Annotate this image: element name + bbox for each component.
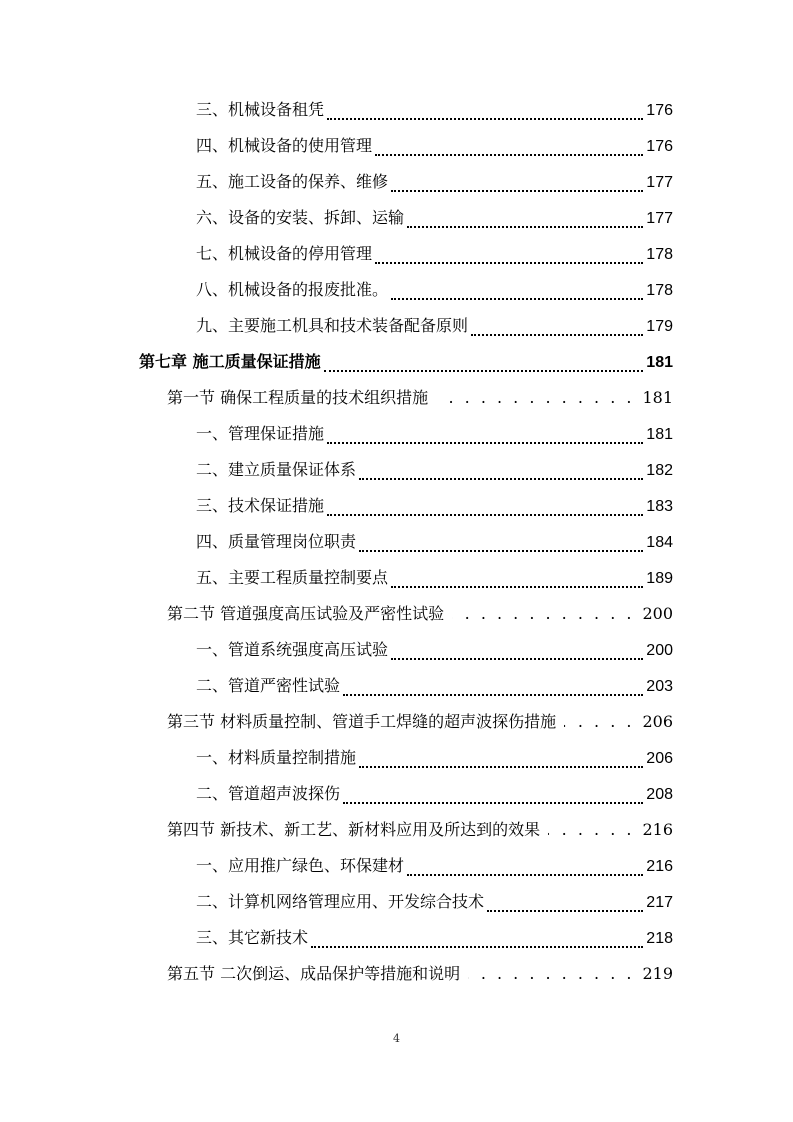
toc-leader-dots — [327, 514, 643, 516]
toc-entry-title: 四、质量管理岗位职责 — [196, 532, 357, 551]
toc-entry-page: 177 — [646, 210, 673, 227]
toc-entry-title: 六、设备的安装、拆卸、运输 — [196, 208, 405, 227]
toc-entry-page: 189 — [646, 570, 673, 587]
toc-entry-page: 206 — [646, 750, 673, 767]
toc-entry[interactable] — [196, 452, 673, 488]
toc-entry[interactable] — [196, 632, 673, 668]
toc-entry-page: 217 — [646, 894, 673, 911]
toc-entry-page: 184 — [646, 534, 673, 551]
toc-entry-title: 一、管道系统强度高压试验 — [196, 640, 389, 659]
toc-entry[interactable] — [196, 668, 673, 704]
toc-leader-dots — [564, 704, 634, 740]
toc-leader-dots — [359, 478, 643, 480]
toc-entry-title: 八、机械设备的报废批准。 — [196, 280, 389, 299]
toc-leader-dots — [375, 154, 643, 156]
toc-entry-title: 第四节 新技术、新工艺、新材料应用及所达到的效果 — [167, 820, 541, 839]
toc-entry-title: 三、机械设备租凭 — [196, 100, 325, 119]
toc-entry-page: 176 — [646, 138, 673, 155]
toc-entry-page: 182 — [646, 462, 673, 479]
toc-entry-page: 216 — [642, 820, 673, 839]
toc-leader-dots — [343, 694, 643, 696]
toc-entry-page: 206 — [642, 712, 673, 731]
toc-entry-title: 五、主要工程质量控制要点 — [196, 568, 389, 587]
toc-entry[interactable] — [196, 92, 673, 128]
toc-entry[interactable] — [196, 164, 673, 200]
toc-entry[interactable] — [196, 524, 673, 560]
toc-entry-title: 第五节 二次倒运、成品保护等措施和说明 — [167, 964, 461, 983]
toc-entry-title: 四、机械设备的使用管理 — [196, 136, 373, 155]
toc-leader-dots — [407, 226, 643, 228]
toc-entry-page: 183 — [646, 498, 673, 515]
toc-entry[interactable] — [196, 560, 673, 596]
toc-entry-title: 第一节 确保工程质量的技术组织措施 — [167, 388, 429, 407]
toc-entry[interactable] — [196, 200, 673, 236]
toc-entry[interactable] — [196, 272, 673, 308]
toc-entry-title: 二、管道超声波探伤 — [196, 784, 341, 803]
toc-entry-title: 五、施工设备的保养、维修 — [196, 172, 389, 191]
toc-leader-dots — [436, 380, 634, 416]
toc-leader-dots — [359, 550, 643, 552]
toc-leader-dots — [487, 910, 643, 912]
toc-section-entry[interactable] — [167, 812, 673, 848]
toc-entry[interactable] — [196, 488, 673, 524]
toc-entry[interactable] — [196, 128, 673, 164]
toc-entry-title: 二、建立质量保证体系 — [196, 460, 357, 479]
toc-entry-page: 181 — [646, 426, 673, 443]
toc-entry[interactable] — [196, 740, 673, 776]
toc-entry[interactable] — [196, 308, 673, 344]
toc-entry-title: 七、机械设备的停用管理 — [196, 244, 373, 263]
toc-chapter-entry[interactable] — [139, 344, 673, 380]
toc-entry[interactable] — [196, 236, 673, 272]
toc-leader-dots — [375, 262, 643, 264]
toc-leader-dots — [327, 118, 643, 120]
toc-entry-page: 219 — [642, 964, 673, 983]
toc-entry[interactable] — [196, 416, 673, 452]
toc-entry-page: 200 — [642, 604, 673, 623]
toc-entry-page: 181 — [646, 354, 673, 371]
toc-leader-dots — [468, 956, 634, 992]
toc-entry[interactable] — [196, 776, 673, 812]
toc-entry-page: 216 — [646, 858, 673, 875]
toc-leader-dots — [391, 586, 643, 588]
toc-entry-title: 第七章 施工质量保证措施 — [139, 352, 321, 371]
toc-entry-title: 二、管道严密性试验 — [196, 676, 341, 695]
toc-entry-page: 178 — [646, 246, 673, 263]
toc-section-entry[interactable] — [167, 704, 673, 740]
toc-entry[interactable] — [196, 848, 673, 884]
toc-entry-page: 200 — [646, 642, 673, 659]
toc-entry-title: 二、计算机网络管理应用、开发综合技术 — [196, 892, 485, 911]
toc-entry-title: 一、应用推广绿色、环保建材 — [196, 856, 405, 875]
toc-entry-page: 178 — [646, 282, 673, 299]
toc-entry-page: 179 — [646, 318, 673, 335]
toc-leader-dots — [452, 596, 634, 632]
toc-entry-title: 第二节 管道强度高压试验及严密性试验 — [167, 604, 445, 623]
toc-entry-page: 181 — [642, 388, 673, 407]
toc-leader-dots — [471, 334, 643, 336]
toc-leader-dots — [327, 442, 643, 444]
toc-entry-page: 177 — [646, 174, 673, 191]
toc-leader-dots — [407, 874, 643, 876]
toc-leader-dots — [359, 766, 643, 768]
toc-entry[interactable] — [196, 884, 673, 920]
toc-leader-dots — [391, 658, 643, 660]
toc-entry-title: 三、技术保证措施 — [196, 496, 325, 515]
toc-entry-page: 203 — [646, 678, 673, 695]
toc-entry-title: 第三节 材料质量控制、管道手工焊缝的超声波探伤措施 — [167, 712, 557, 731]
toc-leader-dots — [311, 946, 643, 948]
toc-entry-page: 218 — [646, 930, 673, 947]
toc-section-entry[interactable] — [167, 596, 673, 632]
toc-entry-title: 九、主要施工机具和技术装备配备原则 — [196, 316, 469, 335]
toc-leader-dots — [343, 802, 643, 804]
toc-section-entry[interactable] — [167, 380, 673, 416]
toc-leader-dots — [324, 370, 644, 372]
toc-section-entry[interactable] — [167, 956, 673, 992]
toc-entry[interactable] — [196, 920, 673, 956]
toc-leader-dots — [391, 190, 643, 192]
page-number: 4 — [393, 1032, 400, 1045]
toc-entry-page: 176 — [646, 102, 673, 119]
toc-leader-dots — [391, 298, 643, 300]
toc-entry-title: 三、其它新技术 — [196, 928, 309, 947]
toc-entry-title: 一、管理保证措施 — [196, 424, 325, 443]
toc-leader-dots — [548, 812, 634, 848]
toc-entry-page: 208 — [646, 786, 673, 803]
toc-entry-title: 一、材料质量控制措施 — [196, 748, 357, 767]
